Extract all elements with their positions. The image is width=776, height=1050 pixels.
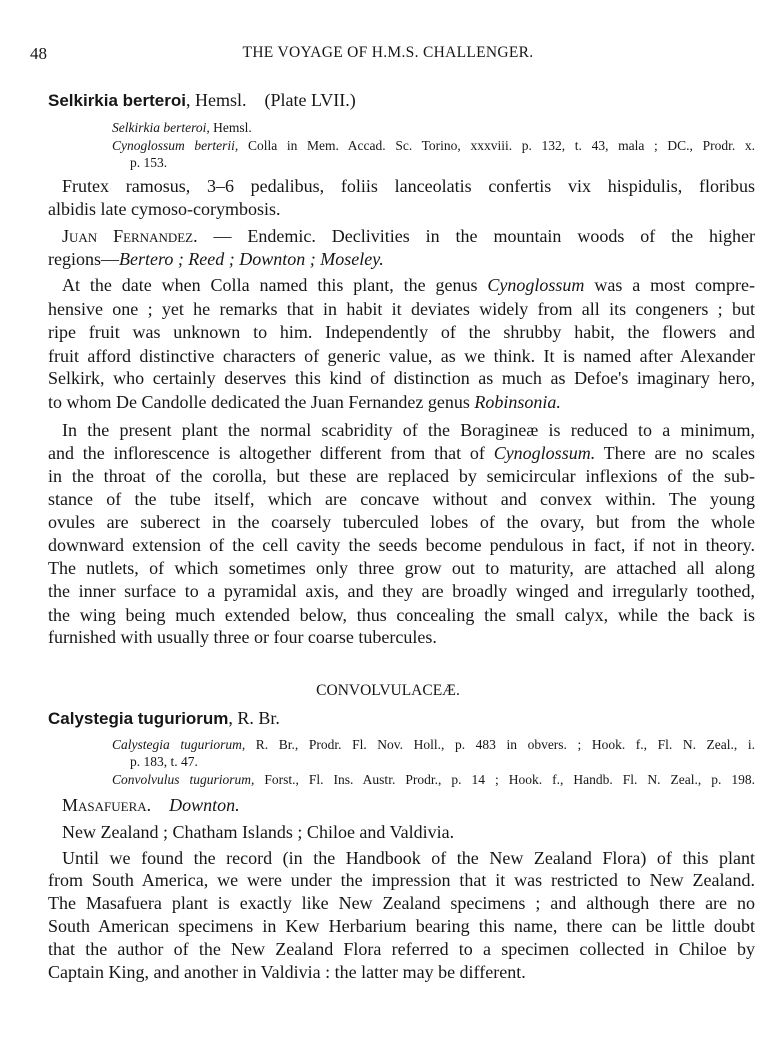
text-line: [48, 198, 280, 220]
text-segment-smallcaps: Juan Fernandez.: [62, 226, 198, 246]
text-line: [48, 298, 755, 320]
text-segment-roman: stance of the tube itself, which are concave without and convex within. The young: [48, 489, 755, 509]
text-line: [112, 119, 252, 137]
text-segment-italic: Cynoglossum.: [493, 443, 596, 463]
text-line: [48, 557, 755, 579]
text-segment-roman: There are no scales: [595, 443, 755, 463]
text-segment-italic: Robinsonia.: [474, 392, 561, 412]
text-segment-roman: , R. Br.: [228, 708, 280, 728]
text-line: [62, 274, 755, 296]
text-segment-roman: the inner surface to a pyramidal axis, and they are broadly winged and irregularly toothed,: [48, 581, 755, 601]
text-segment-smallcaps: Masafuera.: [62, 795, 152, 815]
running-title: THE VOYAGE OF H.M.S. CHALLENGER.: [242, 44, 534, 61]
text-segment-roman: was a most compre-: [584, 275, 755, 295]
text-line: [48, 511, 755, 533]
family-heading: CONVOLVULACEÆ.: [316, 682, 460, 699]
text-segment-roman: and the inflorescence is altogether different from that of: [48, 443, 494, 463]
text-segment-roman: Until we found the record (in the Handbook of the New Zealand Flora) of this plant: [62, 848, 755, 868]
text-line: [48, 367, 755, 389]
text-line: [48, 961, 526, 983]
text-segment-roman: The Masafuera plant is exactly like New Zealand specimens ; and although there are no: [48, 893, 755, 913]
text-segment-roman: Colla in Mem. Accad. Sc. Torino, xxxviii. p. 132, t. 43, mala ; DC., Prodr. x.: [238, 138, 756, 153]
text-segment-roman: Selkirk, who certainly deserves this kind of distinction as much as Defoe's imaginary hero,: [48, 368, 755, 388]
text-segment-roman: Captain King, and another in Valdivia : the latter may be different.: [48, 962, 526, 982]
text-segment-bold: Selkirkia berteroi: [48, 91, 186, 110]
text-segment-italic: Selkirkia berteroi,: [112, 120, 210, 135]
text-line: [130, 753, 198, 771]
text-line: [48, 707, 280, 730]
text-line: [48, 345, 755, 367]
text-segment-roman: ovules are suberect in the coarsely tuberculed lobes of the ovary, but from the whole: [48, 512, 755, 532]
text-segment-roman: furnished with usually three or four coarse tubercules.: [48, 627, 437, 647]
text-line: [62, 419, 755, 441]
text-segment-roman: regions—: [48, 249, 119, 269]
text-segment-roman: — Endemic. Declivities in the mountain woods of the higher: [197, 226, 755, 246]
text-line: [62, 225, 755, 247]
text-segment-roman: , Hemsl. (Plate LVII.): [185, 90, 356, 110]
text-line: [112, 771, 755, 789]
text-line: [48, 465, 755, 487]
text-line: [48, 580, 755, 602]
text-segment-roman: South American specimens in Kew Herbarium bearing this name, there can be little doubt: [48, 916, 755, 936]
text-segment-italic: Convolvulus tuguriorum,: [112, 772, 255, 787]
text-segment-roman: that the author of the New Zealand Flora referred to a specimen collected in Chiloe by: [48, 939, 755, 959]
page-number: 48: [30, 44, 47, 63]
text-segment-italic: Bertero ; Reed ; Downton ; Moseley.: [119, 249, 384, 269]
text-segment-roman: p. 153.: [130, 155, 168, 170]
text-segment-roman: in the throat of the corolla, but these are replaced by semicircular inflexions of the sub-: [48, 466, 755, 486]
text-segment-roman: from South America, we were under the impression that it was restricted to New Zealand.: [48, 870, 755, 890]
text-line: [48, 488, 755, 510]
text-segment-bold: Calystegia tuguriorum: [48, 709, 229, 728]
text-segment-italic: Downton.: [169, 795, 240, 815]
text-line: [48, 892, 755, 914]
text-line: [112, 736, 755, 754]
text-segment-roman: albidis late cymoso-corymbosis.: [48, 199, 281, 219]
text-line: [62, 175, 755, 197]
text-segment-roman: R. Br., Prodr. Fl. Nov. Holl., p. 483 in obvers. ; Hook. f., Fl. N. Zeal., i.: [245, 737, 755, 752]
text-line: [48, 442, 755, 464]
text-line: [48, 869, 755, 891]
text-segment-italic: Cynoglossum berterii,: [112, 138, 239, 153]
text-segment-roman: New Zealand ; Chatham Islands ; Chiloe and Valdivia.: [62, 822, 455, 842]
text-segment-roman: In the present plant the normal scabridity of the Boragineæ is reduced to a minimum,: [62, 420, 755, 440]
text-segment-roman: ripe fruit was unknown to him. Independently of the shrubby habit, the flowers and: [48, 322, 755, 342]
text-line: [48, 248, 384, 270]
text-line: [48, 604, 755, 626]
text-segment-roman: to whom De Candolle dedicated the Juan Fernandez genus: [48, 392, 475, 412]
text-segment-italic: Cynoglossum: [487, 275, 585, 295]
text-segment-roman: Hemsl.: [209, 120, 252, 135]
text-line: [48, 626, 437, 648]
text-segment-roman: p. 183, t. 47.: [130, 754, 198, 769]
text-segment-roman: [151, 795, 169, 815]
text-segment-italic: Calystegia tuguriorum,: [112, 737, 246, 752]
text-line: [112, 137, 755, 155]
text-line: [48, 391, 561, 413]
text-line: [48, 938, 755, 960]
text-line: [62, 821, 454, 843]
text-line: [62, 847, 755, 869]
text-line: [48, 89, 356, 112]
text-line: [48, 534, 755, 556]
text-segment-roman: Frutex ramosus, 3–6 pedalibus, foliis lanceolatis confertis vix hispidulis, floribus: [62, 176, 755, 196]
text-line: [48, 915, 755, 937]
text-line: [48, 321, 755, 343]
text-segment-roman: The nutlets, of which sometimes only three grow out to maturity, are attached all along: [48, 558, 755, 578]
text-segment-roman: fruit afford distinctive characters of generic value, as we think. It is named after Alexander: [48, 346, 755, 366]
text-line: [130, 154, 167, 172]
text-segment-roman: the wing being much extended below, thus concealing the small calyx, while the back is: [48, 605, 755, 625]
text-segment-roman: Forst., Fl. Ins. Austr. Prodr., p. 14 ; Hook. f., Handb. Fl. N. Zeal., p. 198.: [254, 772, 755, 787]
text-line: [62, 794, 240, 816]
text-segment-roman: At the date when Colla named this plant, the genus: [62, 275, 488, 295]
text-segment-roman: downward extension of the cell cavity the seeds become pendulous in fact, if not in theory.: [48, 535, 755, 555]
text-segment-roman: hensive one ; yet he remarks that in habit it deviates widely from all its congeners ; but: [48, 299, 755, 319]
